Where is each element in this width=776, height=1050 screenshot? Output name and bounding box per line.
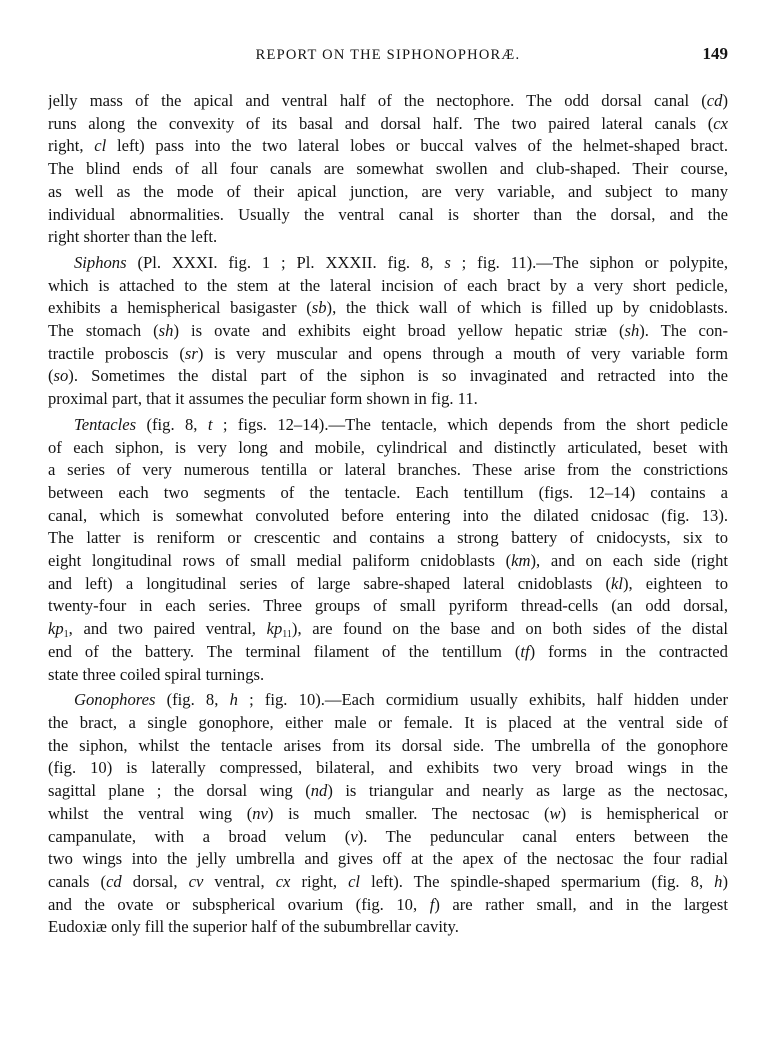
- text-line: Siphons (Pl. XXXI. fig. 1 ; Pl. XXXII. fig. 8, s ; fig. 11).—The siphon or polypite,: [74, 252, 728, 272]
- paragraph-nectophore-canals: [48, 90, 728, 249]
- text-line: campanulate, with a broad velum (v). The peduncular canal enters between the: [48, 826, 728, 846]
- text-line: Tentacles (fig. 8, t ; figs. 12–14).—The tentacle, which depends from the short pedicle: [74, 414, 728, 434]
- text-line: jelly mass of the apical and ventral half of the nectophore. The odd dorsal canal (cd): [48, 91, 728, 110]
- running-title: REPORT ON THE SIPHONOPHORÆ.: [255, 47, 521, 63]
- text-line: of each siphon, is very long and mobile, cylindrical and distinctly articulated, beset with: [48, 437, 728, 457]
- paragraph-tentacles: [48, 414, 728, 686]
- body-text: [48, 90, 728, 942]
- text-line: proximal part, that it assumes the peculiar form shown in fig. 11.: [48, 389, 478, 409]
- section-title-siphons: Siphons: [74, 252, 127, 272]
- text-line: a series of very numerous tentilla or lateral branches. These arise from the constrictions: [48, 460, 728, 480]
- text-line: The blind ends of all four canals are somewhat swollen and club-shaped. Their course,: [48, 159, 728, 179]
- text-line: and the ovate or subspherical ovarium (fig. 10, f) are rather small, and in the largest: [48, 894, 728, 914]
- text-line: right, cl left) pass into the two lateral lobes or buccal valves of the helmet-shaped bract.: [48, 136, 728, 156]
- page-header: [48, 44, 728, 66]
- page-number: 149: [702, 44, 728, 63]
- text-line: as well as the mode of their apical junction, are very variable, and subject to many: [48, 181, 728, 201]
- text-line: exhibits a hemispherical basigaster (sb), the thick wall of which is filled up by cnidoblasts.: [48, 298, 728, 318]
- text-line: The latter is reniform or crescentic and contains a strong battery of cnidocysts, six to: [48, 528, 728, 548]
- text-line: eight longitudinal rows of small medial paliform cnidoblasts (km), and on each side (right: [48, 551, 728, 571]
- text-line: (so). Sometimes the distal part of the siphon is so invaginated and retracted into the: [48, 366, 728, 386]
- text-line: Eudoxiæ only fill the superior half of the subumbrellar cavity.: [48, 917, 459, 937]
- text-line: canal, which is somewhat convoluted before entering into the dilated cnidosac (fig. 13).: [48, 505, 728, 525]
- paragraph-siphons: [48, 252, 728, 411]
- text-line: tractile proboscis (sr) is very muscular and opens through a mouth of very variable form: [48, 343, 728, 363]
- text-line: (fig. 10) is laterally compressed, bilateral, and exhibits two very broad wings in the: [48, 758, 728, 778]
- text-line: between each two segments of the tentacle. Each tentillum (figs. 12–14) contains a: [48, 482, 728, 502]
- text-line: the siphon, whilst the tentacle arises from its dorsal side. The umbrella of the gonophore: [48, 735, 728, 755]
- text-line: right shorter than the left.: [48, 227, 218, 247]
- text-line: individual abnormalities. Usually the ventral canal is shorter than the dorsal, and the: [48, 204, 728, 224]
- text-line: state three coiled spiral turnings.: [48, 664, 265, 684]
- section-title-gonophores: Gonophores: [74, 690, 156, 710]
- text-line: $kp_1$, and two paired ventral, $kp_{11}$), are found on the base and on both sides of the distal: [48, 619, 728, 641]
- text-line: runs along the convexity of its basal and dorsal half. The two paired lateral canals (cx: [48, 113, 728, 133]
- text-line: canals (cd dorsal, cv ventral, cx right, cl left). The spindle-shaped spermarium (fig. 8, h): [48, 871, 728, 891]
- text-line: Gonophores (fig. 8, h ; fig. 10).—Each cormidium usually exhibits, half hidden under: [74, 690, 728, 710]
- text-line: which is attached to the stem at the lateral incision of each bract by a very short pedicle,: [48, 275, 728, 295]
- paragraph-gonophores: [48, 689, 728, 939]
- text-line: and left) a longitudinal series of large sabre-shaped lateral cnidoblasts (kl), eighteen to: [48, 573, 728, 593]
- text-line: whilst the ventral wing (nv) is much smaller. The nectosac (w) is hemispherical or: [48, 803, 728, 823]
- text-line: sagittal plane ; the dorsal wing (nd) is triangular and nearly as large as the nectosac,: [48, 781, 728, 801]
- text-line: The stomach (sh) is ovate and exhibits eight broad yellow hepatic striæ (sh). The con-: [48, 321, 728, 341]
- section-title-tentacles: Tentacles: [74, 414, 137, 434]
- text-line: twenty-four in each series. Three groups of small pyriform thread-cells (an odd dorsal,: [48, 596, 728, 616]
- text-line: end of the battery. The terminal filament of the tentillum (tf) forms in the contracted: [48, 641, 728, 661]
- text-line: the bract, a single gonophore, either male or female. It is placed at the ventral side of: [48, 712, 728, 732]
- text-line: two wings into the jelly umbrella and gives off at the apex of the nectosac the four radial: [48, 849, 728, 869]
